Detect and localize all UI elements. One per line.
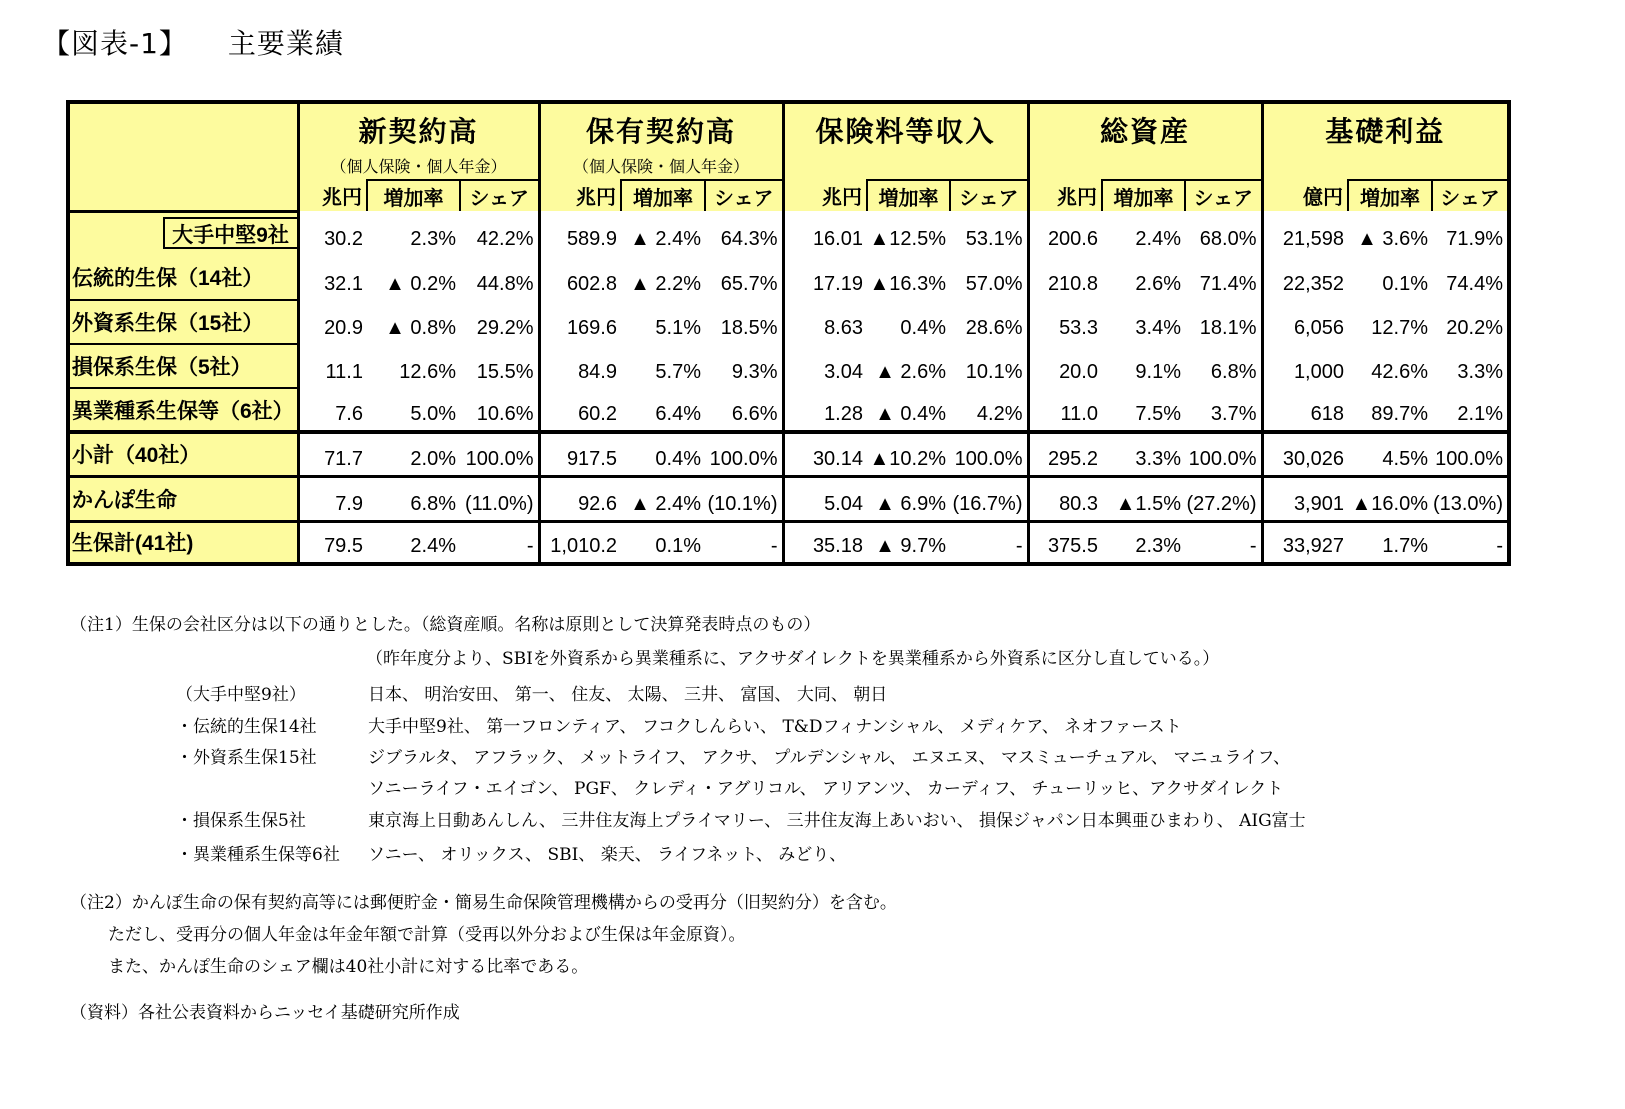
value-cell: 210.8: [1028, 255, 1102, 300]
rate-value: 3.3%: [1135, 447, 1181, 470]
rate-cell: [621, 211, 705, 255]
rate-value: ▲10.2%: [869, 447, 946, 470]
rate-value: ▲1.5%: [1115, 492, 1181, 515]
rate-cell: [1102, 476, 1185, 521]
share-cell: 2.1%: [1457, 403, 1503, 425]
table-row: [68, 300, 1509, 344]
share-cell: 3.3%: [1457, 361, 1503, 383]
unit-label: 億円: [1262, 180, 1348, 211]
rate-cell: [1102, 521, 1185, 564]
value-cell: 3,901: [1262, 476, 1348, 521]
rate-cell: [621, 300, 705, 344]
group-title: 基礎利益: [1325, 116, 1446, 147]
rate-value: ▲ 2.4%: [630, 228, 701, 250]
rate-cell: [1348, 211, 1432, 255]
row-label-text: 小計（40社）: [72, 444, 201, 468]
rate-cell: [367, 211, 460, 255]
share-cell: 100.0%: [705, 432, 783, 476]
rate-cell: [867, 255, 950, 300]
row-label-text: 大手中堅9社: [163, 217, 297, 250]
rate-header: 増加率: [367, 180, 460, 211]
rate-value: ▲ 3.6%: [1357, 228, 1428, 250]
share-cell: -: [1185, 521, 1262, 564]
rate-value: 0.4%: [900, 317, 946, 339]
rate-cell: [367, 255, 460, 300]
category-members: ソニー、 オリックス、 SBI、 楽天、 ライフネット、 みどり、: [368, 845, 847, 865]
rate-cell: [867, 388, 950, 432]
share-cell: 6.8%: [1210, 361, 1257, 383]
rate-value: 89.7%: [1371, 403, 1428, 425]
value-cell: 7.9: [298, 476, 367, 521]
value-cell: 5.04: [783, 476, 867, 521]
rate-cell: [367, 432, 460, 476]
category-label: ・外資系生保15社: [176, 748, 317, 768]
rate-header: 増加率: [1102, 180, 1185, 211]
value-cell: 1,000: [1262, 344, 1348, 388]
group-header: [1028, 102, 1262, 180]
figure-title-text: 主要業績: [227, 27, 344, 60]
value-cell: 20.0: [1028, 344, 1102, 388]
rate-value: 7.5%: [1135, 403, 1181, 425]
rate-cell: [1102, 432, 1185, 476]
rate-cell: [1348, 344, 1432, 388]
row-label: [68, 476, 298, 521]
unit-label: 兆円: [539, 180, 621, 211]
share-cell: 18.5%: [720, 317, 778, 339]
value-cell: 1.28: [783, 388, 867, 432]
rate-value: 6.8%: [410, 492, 456, 515]
rate-value: ▲ 9.7%: [875, 535, 946, 557]
rate-cell: [367, 344, 460, 388]
category-label: ・伝統的生保14社: [176, 717, 317, 737]
rate-cell: [1102, 388, 1185, 432]
share-header: シェア: [1185, 180, 1262, 211]
group-title: 保険料等収入: [815, 116, 996, 147]
rate-value: 0.4%: [655, 447, 701, 470]
row-label-text: 生保計(41社): [72, 532, 194, 556]
rate-value: 0.1%: [655, 535, 701, 557]
row-label-text: 異業種系生保等（6社）: [72, 399, 294, 423]
share-cell: 6.6%: [731, 403, 778, 425]
share-cell: 68.0%: [1199, 228, 1257, 250]
header-row: [68, 102, 1509, 180]
share-header: シェア: [705, 180, 783, 211]
rate-cell: [367, 521, 460, 564]
share-cell: (16.7%): [950, 476, 1028, 521]
share-cell: 20.2%: [1446, 317, 1503, 339]
value-cell: 30.14: [783, 432, 867, 476]
rate-value: 42.6%: [1371, 361, 1428, 383]
rate-header: 増加率: [1348, 180, 1432, 211]
unit-label: 兆円: [298, 180, 367, 211]
value-cell: 917.5: [539, 432, 621, 476]
value-cell: 3.04: [783, 344, 867, 388]
rate-value: 1.7%: [1382, 535, 1428, 557]
rate-value: ▲16.3%: [869, 273, 946, 295]
share-cell: (27.2%): [1185, 476, 1262, 521]
value-cell: 33,927: [1262, 521, 1348, 564]
rate-cell: [1102, 344, 1185, 388]
share-cell: 57.0%: [965, 273, 1023, 295]
row-label-text: 伝統的生保（14社）: [72, 267, 264, 290]
note-1: （注1）生保の会社区分は以下の通りとした。（総資産順。名称は原則として決算発表時点のもの）: [70, 615, 821, 635]
value-cell: 11.1: [325, 361, 363, 383]
rate-value: 2.6%: [1135, 273, 1181, 295]
value-cell: 71.7: [298, 432, 367, 476]
share-cell: 3.7%: [1210, 403, 1257, 425]
rate-value: ▲ 2.4%: [630, 492, 701, 515]
share-cell: 4.2%: [976, 403, 1023, 425]
value-cell: 32.1: [324, 273, 363, 295]
share-header: シェア: [1432, 180, 1509, 211]
table-row: [68, 211, 1509, 255]
value-cell: 8.63: [783, 300, 867, 344]
share-cell: 100.0%: [950, 432, 1028, 476]
rate-cell: [621, 255, 705, 300]
rate-cell: [1348, 388, 1432, 432]
rate-cell: [621, 344, 705, 388]
rate-value: ▲ 0.4%: [875, 403, 946, 425]
rate-value: 5.0%: [410, 403, 456, 425]
unit-label: 兆円: [783, 180, 867, 211]
group-subtitle: （個人保険・個人年金）: [572, 159, 749, 176]
value-cell: 79.5: [298, 521, 367, 564]
value-cell: 53.3: [1028, 300, 1102, 344]
rate-cell: [1348, 255, 1432, 300]
share-cell: 15.5%: [476, 361, 534, 383]
rate-value: 5.7%: [655, 361, 701, 383]
rate-cell: [1348, 476, 1432, 521]
value-cell: 30,026: [1262, 432, 1348, 476]
share-cell: (13.0%): [1432, 476, 1509, 521]
row-label-text: 損保系生保（5社）: [72, 356, 252, 379]
rate-value: 12.7%: [1371, 317, 1428, 339]
note-2: （注2）かんぽ生命の保有契約高等には郵便貯金・簡易生命保険管理機構からの受再分（旧契約分）を含む。: [70, 893, 897, 913]
category-label: （大手中堅9社）: [176, 685, 306, 705]
value-cell: 295.2: [1028, 432, 1102, 476]
note-2-line-3: また、かんぽ生命のシェア欄は40社小計に対する比率である。: [108, 957, 589, 977]
share-cell: (10.1%): [705, 476, 783, 521]
value-cell: 200.6: [1028, 211, 1102, 255]
value-cell: 169.6: [539, 300, 621, 344]
share-cell: 65.7%: [720, 273, 778, 295]
group-title: 総資産: [1099, 116, 1190, 147]
value-cell: 375.5: [1028, 521, 1102, 564]
rate-header: 増加率: [621, 180, 705, 211]
rate-value: ▲16.0%: [1351, 492, 1428, 515]
figure-title: [42, 22, 384, 62]
table-row: [68, 255, 1509, 300]
group-subtitle: （個人保険・個人年金）: [330, 159, 507, 176]
row-label-text: かんぽ生命: [72, 488, 177, 512]
table-row: [68, 476, 1509, 521]
category-label: ・損保系生保5社: [176, 811, 306, 831]
value-cell: 92.6: [539, 476, 621, 521]
rate-value: ▲12.5%: [869, 228, 946, 250]
share-cell: 44.8%: [476, 273, 534, 295]
share-cell: 9.3%: [731, 361, 778, 383]
share-cell: 10.6%: [476, 403, 534, 425]
row-label: [68, 388, 298, 432]
share-cell: -: [950, 521, 1028, 564]
group-header: [298, 102, 539, 180]
value-cell: 602.8: [539, 255, 621, 300]
value-cell: 60.2: [539, 388, 621, 432]
rate-value: 2.4%: [1135, 228, 1181, 250]
rate-value: ▲ 2.2%: [630, 273, 701, 295]
category-members: 日本、 明治安田、 第一、 住友、 太陽、 三井、 富国、 大同、 朝日: [368, 685, 888, 705]
corner-cell: [68, 102, 298, 211]
value-cell: 20.9: [324, 317, 363, 339]
rate-cell: [1102, 300, 1185, 344]
share-header: シェア: [460, 180, 539, 211]
group-header: [539, 102, 783, 180]
unit-label: 兆円: [1028, 180, 1102, 211]
table-row: [68, 432, 1509, 476]
rate-value: 2.3%: [1135, 535, 1181, 557]
share-cell: 100.0%: [460, 432, 539, 476]
rate-value: 2.0%: [410, 447, 456, 470]
figure-label: 【図表-1】: [42, 27, 188, 60]
value-cell: 16.01: [783, 211, 867, 255]
value-cell: 35.18: [783, 521, 867, 564]
rate-cell: [621, 432, 705, 476]
note-2-line-2: ただし、受再分の個人年金は年金年額で計算（受再以外分および生保は年金原資）。: [108, 925, 746, 945]
rate-cell: [367, 388, 460, 432]
row-label: [68, 344, 298, 388]
rate-value: ▲ 0.8%: [385, 317, 456, 339]
note-1-sub: （昨年度分より、SBIを外資系から異業種系に、アクサダイレクトを異業種系から外資系に区分し直している。）: [366, 649, 1220, 669]
rate-value: 0.1%: [1382, 273, 1428, 295]
group-title: 新契約高: [358, 116, 479, 147]
share-cell: 53.1%: [965, 228, 1023, 250]
row-label-text: 外資系生保（15社）: [72, 312, 264, 335]
value-cell: 589.9: [539, 211, 621, 255]
rate-cell: [1348, 521, 1432, 564]
share-cell: 18.1%: [1199, 317, 1257, 339]
share-cell: 71.4%: [1199, 273, 1257, 295]
share-cell: -: [460, 521, 539, 564]
value-cell: 21,598: [1262, 211, 1348, 255]
value-cell: 7.6: [335, 403, 363, 425]
share-cell: 74.4%: [1446, 273, 1503, 295]
category-label: ・異業種系生保等6社: [176, 845, 340, 865]
category-members: 大手中堅9社、 第一フロンティア、 フコクしんらい、 T&Dフィナンシャル、 メディケア、 ネオファースト: [368, 717, 1182, 737]
rate-cell: [867, 344, 950, 388]
category-members: 東京海上日動あんしん、 三井住友海上プライマリー、 三井住友海上あいおい、 損保ジャパン日本興亜ひまわり、 AIG富士: [368, 811, 1306, 831]
rate-cell: [621, 521, 705, 564]
row-label: [68, 211, 298, 255]
rate-cell: [367, 476, 460, 521]
rate-cell: [1348, 432, 1432, 476]
share-cell: 42.2%: [476, 228, 534, 250]
value-cell: 11.0: [1028, 388, 1102, 432]
rate-cell: [367, 300, 460, 344]
share-cell: -: [1432, 521, 1509, 564]
rate-value: 2.3%: [410, 228, 456, 250]
row-label: [68, 432, 298, 476]
row-label: [68, 521, 298, 564]
rate-value: 6.4%: [655, 403, 701, 425]
rate-value: 9.1%: [1135, 361, 1181, 383]
share-cell: 64.3%: [720, 228, 778, 250]
share-header: シェア: [950, 180, 1028, 211]
rate-value: 3.4%: [1135, 317, 1181, 339]
group-header: [783, 102, 1028, 180]
rate-cell: [621, 476, 705, 521]
value-cell: 30.2: [324, 228, 363, 250]
group-title: 保有契約高: [585, 116, 736, 147]
table-row: [68, 388, 1509, 432]
rate-cell: [621, 388, 705, 432]
row-label: [68, 300, 298, 344]
value-cell: 22,352: [1262, 255, 1348, 300]
value-cell: 6,056: [1262, 300, 1348, 344]
category-members: ソニーライフ・エイゴン、 PGF、 クレディ・アグリコル、 アリアンツ、 カーディフ、 チューリッヒ、アクサダイレクト: [368, 779, 1284, 799]
rate-value: 2.4%: [410, 535, 456, 557]
value-cell: 80.3: [1028, 476, 1102, 521]
value-cell: 618: [1262, 388, 1348, 432]
table-row: [68, 521, 1509, 564]
rate-cell: [1102, 255, 1185, 300]
table-row: [68, 344, 1509, 388]
value-cell: 17.19: [783, 255, 867, 300]
rate-cell: [1348, 300, 1432, 344]
share-cell: 28.6%: [965, 317, 1023, 339]
rate-header: 増加率: [867, 180, 950, 211]
rate-cell: [867, 300, 950, 344]
share-cell: 71.9%: [1446, 228, 1503, 250]
rate-value: 5.1%: [655, 317, 701, 339]
share-cell: 29.2%: [476, 317, 534, 339]
rate-value: ▲ 0.2%: [385, 273, 456, 295]
rate-cell: [867, 476, 950, 521]
rate-cell: [1102, 211, 1185, 255]
share-cell: (11.0%): [460, 476, 539, 521]
value-cell: 84.9: [539, 344, 621, 388]
rate-value: ▲ 2.6%: [875, 361, 946, 383]
share-cell: 100.0%: [1185, 432, 1262, 476]
rate-value: 12.6%: [399, 361, 456, 383]
source-note: （資料）各社公表資料からニッセイ基礎研究所作成: [70, 1003, 460, 1023]
rate-value: ▲ 6.9%: [875, 492, 946, 515]
rate-cell: [867, 432, 950, 476]
share-cell: 10.1%: [965, 361, 1023, 383]
rate-cell: [867, 521, 950, 564]
share-cell: -: [705, 521, 783, 564]
category-members: ジブラルタ、 アフラック、 メットライフ、 アクサ、 プルデンシャル、 エヌエヌ、 マスミューチュアル、 マニュライフ、: [368, 748, 1291, 768]
value-cell: 1,010.2: [539, 521, 621, 564]
row-label: [68, 255, 298, 300]
results-table: [66, 100, 1511, 566]
rate-cell: [867, 211, 950, 255]
group-header: [1262, 102, 1509, 180]
share-cell: 100.0%: [1432, 432, 1509, 476]
rate-value: 4.5%: [1382, 447, 1428, 470]
